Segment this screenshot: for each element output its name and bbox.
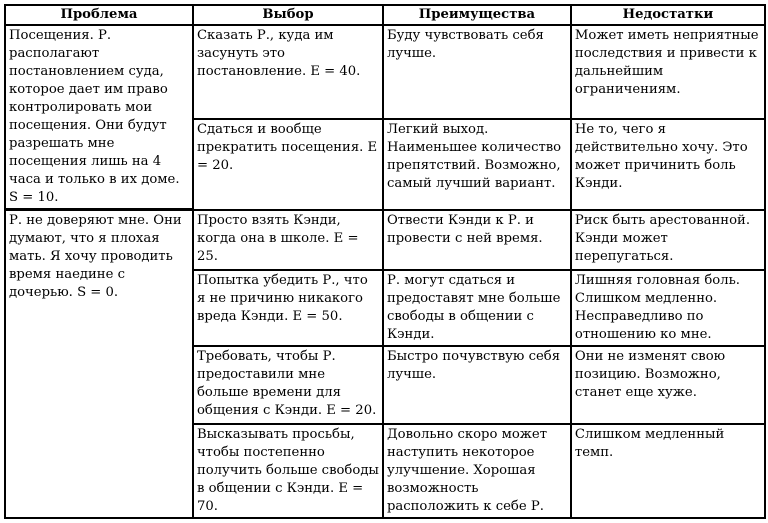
- choice-cell: Сказать Р., куда им засунуть это постановление. E = 40.: [193, 25, 383, 119]
- pros-cell: Легкий выход. Наименьшее количество препятствий. Возможно, самый лучший вариант.: [383, 119, 571, 209]
- problem-cell: Р. не доверяют мне. Они думают, что я плохая мать. Я хочу проводить время наедине с дочерью. S = 0.: [5, 210, 193, 518]
- problem-cell: Посещения. Р. располагают постановлением суда, которое дает им право контролировать мои посещения. Они будут разрешать мне посещения лишь на 4 часа и только в их доме. S = 10.: [5, 25, 193, 210]
- table-row: [5, 25, 765, 119]
- pros-cell: Быстро почувствую себя лучше.: [383, 346, 571, 424]
- pros-cell: Р. могут сдаться и предоставят мне больше свободы в общении с Кэнди.: [383, 270, 571, 346]
- decision-table: [4, 4, 766, 519]
- pros-cell: Отвести Кэнди к Р. и провести с ней время.: [383, 210, 571, 270]
- cons-cell: Лишняя головная боль. Слишком медленно. Несправедливо по отношению ко мне.: [571, 270, 765, 346]
- cons-cell: Риск быть арестованной. Кэнди может перепугаться.: [571, 210, 765, 270]
- cons-cell: Не то, чего я действительно хочу. Это может причинить боль Кэнди.: [571, 119, 765, 209]
- header-problem: Проблема: [5, 5, 193, 25]
- header-pros: Преимущества: [383, 5, 571, 25]
- pros-cell: Довольно скоро может наступить некоторое улучшение. Хорошая возможность расположить к себе Р.: [383, 424, 571, 518]
- table-row: [5, 210, 765, 270]
- choice-cell: Сдаться и вообще прекратить посещения. E = 20.: [193, 119, 383, 209]
- header-choice: Выбор: [193, 5, 383, 25]
- cons-cell: Слишком медленный темп.: [571, 424, 765, 518]
- choice-cell: Просто взять Кэнди, когда она в школе. E = 25.: [193, 210, 383, 270]
- pros-cell: Буду чувствовать себя лучше.: [383, 25, 571, 119]
- header-cons: Недостатки: [571, 5, 765, 25]
- cons-cell: Может иметь неприятные последствия и привести к дальнейшим ограничениям.: [571, 25, 765, 119]
- cons-cell: Они не изменят свою позицию. Возможно, станет еще хуже.: [571, 346, 765, 424]
- choice-cell: Попытка убедить Р., что я не причиню никакого вреда Кэнди. E = 50.: [193, 270, 383, 346]
- choice-cell: Высказывать просьбы, чтобы постепенно получить больше свободы в общении с Кэнди. E = 70.: [193, 424, 383, 518]
- choice-cell: Требовать, чтобы Р. предоставили мне больше времени для общения с Кэнди. E = 20.: [193, 346, 383, 424]
- header-row: [5, 5, 765, 25]
